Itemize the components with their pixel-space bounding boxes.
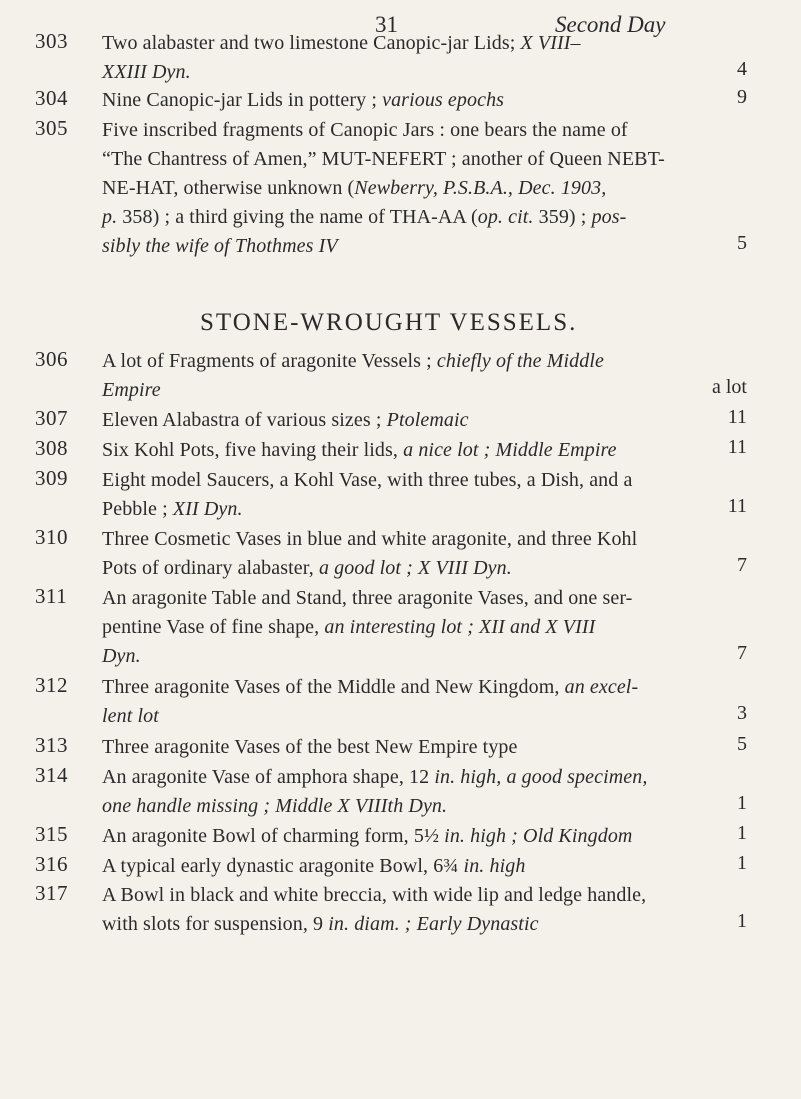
lot-number: 303 — [35, 29, 68, 53]
lot-description-line: A lot of Fragments of aragonite Vessels ; chiefly of the Middle — [102, 350, 604, 372]
lot-description — [102, 881, 742, 939]
lot-quantity: 4 — [737, 58, 747, 80]
lot-description-line: p. 358) ; a third giving the name of THA-AA (op. cit. 359) ; pos- — [102, 206, 627, 228]
lot-quantity: 7 — [737, 554, 747, 576]
lot-description-line: Three aragonite Vases of the best New Empire type — [102, 736, 518, 758]
lot-description — [102, 852, 742, 881]
lot-quantity: 1 — [737, 822, 747, 844]
lot-quantity: 9 — [737, 86, 747, 108]
lot-quantity: 5 — [737, 232, 747, 254]
lot-description-line: An aragonite Bowl of charming form, 5½ in. high ; Old Kingdom — [102, 825, 633, 847]
lot-quantity: 11 — [727, 495, 747, 517]
lot-description-line: Empire — [102, 379, 161, 401]
lot-description — [102, 86, 742, 115]
lot-description-line: Nine Canopic-jar Lids in pottery ; various epochs — [102, 89, 505, 111]
lot-number: 308 — [35, 436, 68, 460]
lot-description-line: Five inscribed fragments of Canopic Jars : one bears the name of — [102, 119, 628, 141]
page-number: 31 — [375, 12, 398, 37]
lot-description-line: “The Chantress of Amen,” MUT-NEFERT ; another of Queen NEBT- — [102, 148, 665, 170]
running-title: Second Day — [555, 12, 666, 37]
lot-number: 304 — [35, 86, 68, 110]
lot-description-line: An aragonite Table and Stand, three aragonite Vases, and one ser- — [102, 587, 633, 609]
lot-quantity: 7 — [737, 642, 747, 664]
lot-description-line: Two alabaster and two limestone Canopic-jar Lids; X VIII– — [102, 32, 581, 54]
lot-description-line: A typical early dynastic aragonite Bowl, 6¾ in. high — [102, 855, 526, 877]
lot-number: 306 — [35, 347, 68, 371]
lot-quantity: 1 — [737, 852, 747, 874]
lot-quantity: 3 — [737, 702, 747, 724]
lot-quantity: a lot — [712, 376, 747, 398]
lot-description-line: Pebble ; XII Dyn. — [102, 498, 243, 520]
lot-description-line: An aragonite Vase of amphora shape, 12 in. high, a good specimen, — [102, 766, 648, 788]
lot-description — [102, 733, 742, 762]
lot-description — [102, 29, 742, 87]
lot-description — [102, 525, 742, 583]
lot-description — [102, 822, 742, 851]
lot-description-line: XXIII Dyn. — [102, 61, 191, 83]
lot-quantity: 1 — [737, 792, 747, 814]
lot-number: 311 — [35, 584, 68, 608]
lot-description — [102, 584, 742, 671]
lot-description-line: NE-HAT, otherwise unknown (Newberry, P.S.B.A., Dec. 1903, — [102, 177, 607, 199]
lot-number: 312 — [35, 673, 68, 697]
lot-quantity: 11 — [727, 406, 747, 428]
lot-description-line: one handle missing ; Middle X VIIIth Dyn. — [102, 795, 448, 817]
section-heading: STONE-WROUGHT VESSELS. — [200, 309, 578, 336]
lot-description-line: Three aragonite Vases of the Middle and New Kingdom, an excel- — [102, 676, 639, 698]
lot-description — [102, 673, 742, 731]
lot-description — [102, 466, 742, 524]
lot-description-line: A Bowl in black and white breccia, with wide lip and ledge handle, — [102, 884, 647, 906]
lot-description-line: Pots of ordinary alabaster, a good lot ; X VIII Dyn. — [102, 557, 512, 579]
lot-number: 307 — [35, 406, 68, 430]
lot-description-line: lent lot — [102, 705, 159, 727]
lot-description-line: Eight model Saucers, a Kohl Vase, with three tubes, a Dish, and a — [102, 469, 633, 491]
lot-number: 316 — [35, 852, 68, 876]
lot-description — [102, 436, 742, 465]
lot-quantity: 5 — [737, 733, 747, 755]
lot-number: 305 — [35, 116, 68, 140]
lot-number: 314 — [35, 763, 68, 787]
lot-quantity: 11 — [727, 436, 747, 458]
lot-description-line: Three Cosmetic Vases in blue and white aragonite, and three Kohl — [102, 528, 638, 550]
lot-number: 317 — [35, 881, 68, 905]
lot-number: 313 — [35, 733, 68, 757]
lot-description-line: Six Kohl Pots, five having their lids, a nice lot ; Middle Empire — [102, 439, 617, 461]
lot-description-line: with slots for suspension, 9 in. diam. ; Early Dynastic — [102, 913, 539, 935]
lot-description — [102, 763, 742, 821]
lot-quantity: 1 — [737, 910, 747, 932]
lot-number: 310 — [35, 525, 68, 549]
lot-number: 315 — [35, 822, 68, 846]
lot-description-line: sibly the wife of Thothmes IV — [102, 235, 338, 257]
lot-description-line: Eleven Alabastra of various sizes ; Ptolemaic — [102, 409, 469, 431]
lot-description — [102, 116, 742, 261]
lot-description — [102, 347, 742, 405]
lot-description — [102, 406, 742, 435]
lot-description-line: pentine Vase of fine shape, an interesting lot ; XII and X VIII — [102, 616, 596, 638]
lot-description-line: Dyn. — [102, 645, 141, 667]
lot-number: 309 — [35, 466, 68, 490]
